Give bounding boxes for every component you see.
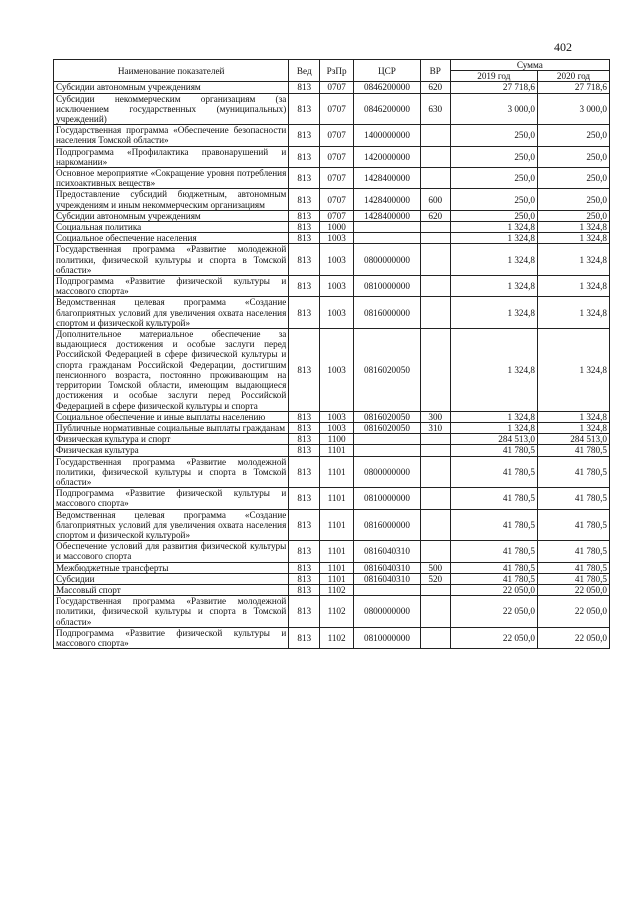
row-vr [420, 456, 450, 488]
table-row [54, 456, 610, 488]
table-row [54, 434, 610, 445]
row-csr: 0810000000 [354, 276, 421, 297]
row-name: Подпрограмма «Развитие физической культуры и массового спорта» [54, 627, 289, 648]
row-vr [420, 488, 450, 509]
row-sum-2020: 3 000,0 [538, 93, 610, 125]
row-vr [420, 329, 450, 412]
table-row [54, 445, 610, 456]
table-row [54, 297, 610, 329]
row-name: Физическая культура [54, 445, 289, 456]
table-row [54, 82, 610, 93]
row-vr: 630 [420, 93, 450, 125]
row-csr [354, 434, 421, 445]
row-name: Социальная политика [54, 222, 289, 233]
row-ved: 813 [289, 168, 320, 189]
row-rzpr: 0707 [320, 210, 354, 221]
row-sum-2020: 1 324,8 [538, 244, 610, 276]
row-vr [420, 541, 450, 562]
row-rzpr: 1003 [320, 244, 354, 276]
row-vr: 500 [420, 562, 450, 573]
row-name: Дополнительное материальное обеспечение за выдающиеся достижения и особые заслуги перед Российской Федерацией в сфере физической культуры и спорта гражданам Российской Федерации, достигшим пенсионного возраста, постоянно проживающим на территории Томской области, имеющим выдающиеся достижения и особые заслуги перед Российской Федерацией в сфере физической культуры и спорта [54, 329, 289, 412]
row-vr: 520 [420, 573, 450, 584]
row-vr: 600 [420, 189, 450, 210]
table-row [54, 276, 610, 297]
row-vr [420, 627, 450, 648]
row-ved: 813 [289, 445, 320, 456]
table-row [54, 509, 610, 541]
row-vr [420, 509, 450, 541]
row-ved: 813 [289, 596, 320, 628]
row-csr: 0810000000 [354, 488, 421, 509]
table-row [54, 233, 610, 244]
row-name: Физическая культура и спорт [54, 434, 289, 445]
table-row [54, 584, 610, 595]
row-name: Ведомственная целевая программа «Создание благоприятных условий для увеличения охвата населения спортом и физической культурой» [54, 509, 289, 541]
row-sum-2020: 27 718,6 [538, 82, 610, 93]
row-csr: 0846200000 [354, 82, 421, 93]
row-vr [420, 244, 450, 276]
row-ved: 813 [289, 297, 320, 329]
row-ved: 813 [289, 233, 320, 244]
row-csr: 0816040310 [354, 562, 421, 573]
row-rzpr: 1102 [320, 627, 354, 648]
header-ved: Вед [289, 60, 320, 82]
row-csr: 1428400000 [354, 210, 421, 221]
row-rzpr: 1102 [320, 596, 354, 628]
row-sum-2020: 41 780,5 [538, 573, 610, 584]
row-rzpr: 1003 [320, 233, 354, 244]
row-ved: 813 [289, 422, 320, 433]
row-vr [420, 276, 450, 297]
row-vr [420, 125, 450, 146]
table-row [54, 627, 610, 648]
row-rzpr: 1003 [320, 422, 354, 433]
row-vr [420, 222, 450, 233]
row-rzpr: 1100 [320, 434, 354, 445]
header-vr: ВР [420, 60, 450, 82]
row-csr: 0800000000 [354, 456, 421, 488]
row-sum-2020: 1 324,8 [538, 422, 610, 433]
page-number: 402 [554, 40, 572, 54]
row-sum-2019: 1 324,8 [450, 244, 537, 276]
row-rzpr: 1101 [320, 509, 354, 541]
table-row [54, 222, 610, 233]
row-rzpr: 1101 [320, 541, 354, 562]
row-ved: 813 [289, 329, 320, 412]
header-csr: ЦСР [354, 60, 421, 82]
budget-table [53, 59, 610, 649]
row-vr: 620 [420, 210, 450, 221]
row-rzpr: 0707 [320, 93, 354, 125]
row-rzpr: 1003 [320, 411, 354, 422]
row-sum-2020: 1 324,8 [538, 276, 610, 297]
row-sum-2019: 284 513,0 [450, 434, 537, 445]
row-rzpr: 1003 [320, 276, 354, 297]
row-name: Государственная программа «Развитие молодежной политики, физической культуры и спорта в Томской области» [54, 456, 289, 488]
table-row [54, 573, 610, 584]
row-vr [420, 434, 450, 445]
row-csr [354, 233, 421, 244]
row-ved: 813 [289, 434, 320, 445]
header-sum: Сумма [450, 60, 609, 71]
row-sum-2020: 41 780,5 [538, 456, 610, 488]
table-row [54, 210, 610, 221]
header-year-2019: 2019 год [450, 71, 537, 82]
table-row [54, 562, 610, 573]
row-rzpr: 1101 [320, 488, 354, 509]
table-row [54, 93, 610, 125]
row-sum-2020: 250,0 [538, 189, 610, 210]
header-year-2020: 2020 год [538, 71, 610, 82]
row-sum-2020: 41 780,5 [538, 562, 610, 573]
row-rzpr: 1101 [320, 573, 354, 584]
row-ved: 813 [289, 584, 320, 595]
row-name: Государственная программа «Развитие молодежной политики, физической культуры и спорта в Томской области» [54, 596, 289, 628]
row-ved: 813 [289, 82, 320, 93]
row-vr: 300 [420, 411, 450, 422]
row-sum-2019: 250,0 [450, 125, 537, 146]
row-sum-2020: 22 050,0 [538, 584, 610, 595]
row-csr: 0816020050 [354, 329, 421, 412]
row-sum-2019: 1 324,8 [450, 233, 537, 244]
row-sum-2020: 41 780,5 [538, 445, 610, 456]
row-sum-2019: 22 050,0 [450, 596, 537, 628]
row-rzpr: 0707 [320, 168, 354, 189]
row-rzpr: 1101 [320, 562, 354, 573]
row-sum-2020: 1 324,8 [538, 411, 610, 422]
row-sum-2019: 1 324,8 [450, 329, 537, 412]
row-csr: 0816020050 [354, 422, 421, 433]
row-rzpr: 1102 [320, 584, 354, 595]
row-vr [420, 168, 450, 189]
row-name: Субсидии [54, 573, 289, 584]
header-rzpr: РзПр [320, 60, 354, 82]
table-row [54, 168, 610, 189]
row-ved: 813 [289, 146, 320, 167]
row-ved: 813 [289, 562, 320, 573]
header-name: Наименование показателей [54, 60, 289, 82]
row-ved: 813 [289, 627, 320, 648]
table-row [54, 189, 610, 210]
row-vr: 310 [420, 422, 450, 433]
row-csr: 1420000000 [354, 146, 421, 167]
row-sum-2020: 41 780,5 [538, 541, 610, 562]
row-sum-2019: 22 050,0 [450, 584, 537, 595]
row-rzpr: 1003 [320, 329, 354, 412]
row-rzpr: 0707 [320, 189, 354, 210]
row-csr: 0816020050 [354, 411, 421, 422]
row-csr: 0816040310 [354, 541, 421, 562]
row-name: Подпрограмма «Развитие физической культуры и массового спорта» [54, 276, 289, 297]
row-sum-2019: 250,0 [450, 189, 537, 210]
row-sum-2019: 250,0 [450, 146, 537, 167]
table-row [54, 488, 610, 509]
row-ved: 813 [289, 573, 320, 584]
row-sum-2020: 1 324,8 [538, 297, 610, 329]
row-csr: 0800000000 [354, 244, 421, 276]
row-ved: 813 [289, 222, 320, 233]
row-rzpr: 0707 [320, 82, 354, 93]
table-row [54, 329, 610, 412]
row-rzpr: 0707 [320, 146, 354, 167]
row-sum-2020: 41 780,5 [538, 488, 610, 509]
row-name: Субсидии автономным учреждениям [54, 82, 289, 93]
row-name: Обеспечение условий для развития физической культуры и массового спорта [54, 541, 289, 562]
row-name: Субсидии автономным учреждениям [54, 210, 289, 221]
row-sum-2019: 41 780,5 [450, 456, 537, 488]
row-vr [420, 146, 450, 167]
row-ved: 813 [289, 244, 320, 276]
row-name: Подпрограмма «Развитие физической культуры и массового спорта» [54, 488, 289, 509]
row-csr: 1428400000 [354, 168, 421, 189]
row-sum-2019: 41 780,5 [450, 541, 537, 562]
row-csr: 0800000000 [354, 596, 421, 628]
row-name: Основное мероприятие «Сокращение уровня потребления психоактивных веществ» [54, 168, 289, 189]
table-row [54, 411, 610, 422]
row-ved: 813 [289, 509, 320, 541]
row-sum-2019: 1 324,8 [450, 411, 537, 422]
row-name: Социальное обеспечение населения [54, 233, 289, 244]
row-name: Ведомственная целевая программа «Создание благоприятных условий для увеличения охвата населения спортом и физической культурой» [54, 297, 289, 329]
row-sum-2020: 250,0 [538, 168, 610, 189]
row-sum-2020: 1 324,8 [538, 329, 610, 412]
row-name: Предоставление субсидий бюджетным, автономным учреждениям и иным некоммерческим организациям [54, 189, 289, 210]
row-rzpr: 0707 [320, 125, 354, 146]
table-row [54, 146, 610, 167]
row-sum-2020: 22 050,0 [538, 596, 610, 628]
row-sum-2020: 284 513,0 [538, 434, 610, 445]
row-sum-2019: 1 324,8 [450, 276, 537, 297]
row-sum-2019: 41 780,5 [450, 445, 537, 456]
table-row [54, 596, 610, 628]
row-vr: 620 [420, 82, 450, 93]
row-sum-2019: 1 324,8 [450, 297, 537, 329]
row-ved: 813 [289, 411, 320, 422]
row-sum-2019: 27 718,6 [450, 82, 537, 93]
row-ved: 813 [289, 541, 320, 562]
row-csr [354, 445, 421, 456]
table-header-row [54, 60, 610, 71]
row-name: Межбюджетные трансферты [54, 562, 289, 573]
row-vr [420, 233, 450, 244]
row-rzpr: 1000 [320, 222, 354, 233]
row-csr: 1428400000 [354, 189, 421, 210]
table-row [54, 244, 610, 276]
row-csr [354, 584, 421, 595]
row-sum-2019: 1 324,8 [450, 422, 537, 433]
row-name: Подпрограмма «Профилактика правонарушений и наркомании» [54, 146, 289, 167]
row-name: Массовый спорт [54, 584, 289, 595]
row-name: Социальное обеспечение и иные выплаты населению [54, 411, 289, 422]
row-name: Государственная программа «Обеспечение безопасности населения Томской области» [54, 125, 289, 146]
row-vr [420, 445, 450, 456]
row-sum-2020: 1 324,8 [538, 222, 610, 233]
row-name: Субсидии некоммерческим организациям (за исключением государственных (муниципальных) учреждений) [54, 93, 289, 125]
row-vr [420, 584, 450, 595]
row-ved: 813 [289, 488, 320, 509]
row-csr: 0810000000 [354, 627, 421, 648]
row-rzpr: 1101 [320, 445, 354, 456]
row-vr [420, 297, 450, 329]
row-rzpr: 1101 [320, 456, 354, 488]
row-sum-2019: 1 324,8 [450, 222, 537, 233]
row-sum-2019: 41 780,5 [450, 509, 537, 541]
row-csr: 0816000000 [354, 509, 421, 541]
row-ved: 813 [289, 93, 320, 125]
table-row [54, 541, 610, 562]
row-ved: 813 [289, 456, 320, 488]
row-sum-2020: 41 780,5 [538, 509, 610, 541]
row-sum-2019: 3 000,0 [450, 93, 537, 125]
row-csr: 0816000000 [354, 297, 421, 329]
row-sum-2019: 41 780,5 [450, 488, 537, 509]
row-csr: 0846200000 [354, 93, 421, 125]
row-name: Государственная программа «Развитие молодежной политики, физической культуры и спорта в Томской области» [54, 244, 289, 276]
row-sum-2019: 250,0 [450, 168, 537, 189]
row-sum-2019: 41 780,5 [450, 573, 537, 584]
row-sum-2019: 22 050,0 [450, 627, 537, 648]
row-ved: 813 [289, 210, 320, 221]
row-vr [420, 596, 450, 628]
row-ved: 813 [289, 189, 320, 210]
table-body [54, 82, 610, 649]
table-row [54, 125, 610, 146]
row-sum-2020: 1 324,8 [538, 233, 610, 244]
row-csr: 1400000000 [354, 125, 421, 146]
row-ved: 813 [289, 125, 320, 146]
row-csr [354, 222, 421, 233]
row-sum-2019: 250,0 [450, 210, 537, 221]
row-sum-2020: 250,0 [538, 146, 610, 167]
row-name: Публичные нормативные социальные выплаты гражданам [54, 422, 289, 433]
row-sum-2020: 22 050,0 [538, 627, 610, 648]
row-csr: 0816040310 [354, 573, 421, 584]
row-rzpr: 1003 [320, 297, 354, 329]
row-sum-2020: 250,0 [538, 210, 610, 221]
row-sum-2020: 250,0 [538, 125, 610, 146]
table-row [54, 422, 610, 433]
row-sum-2019: 41 780,5 [450, 562, 537, 573]
row-ved: 813 [289, 276, 320, 297]
